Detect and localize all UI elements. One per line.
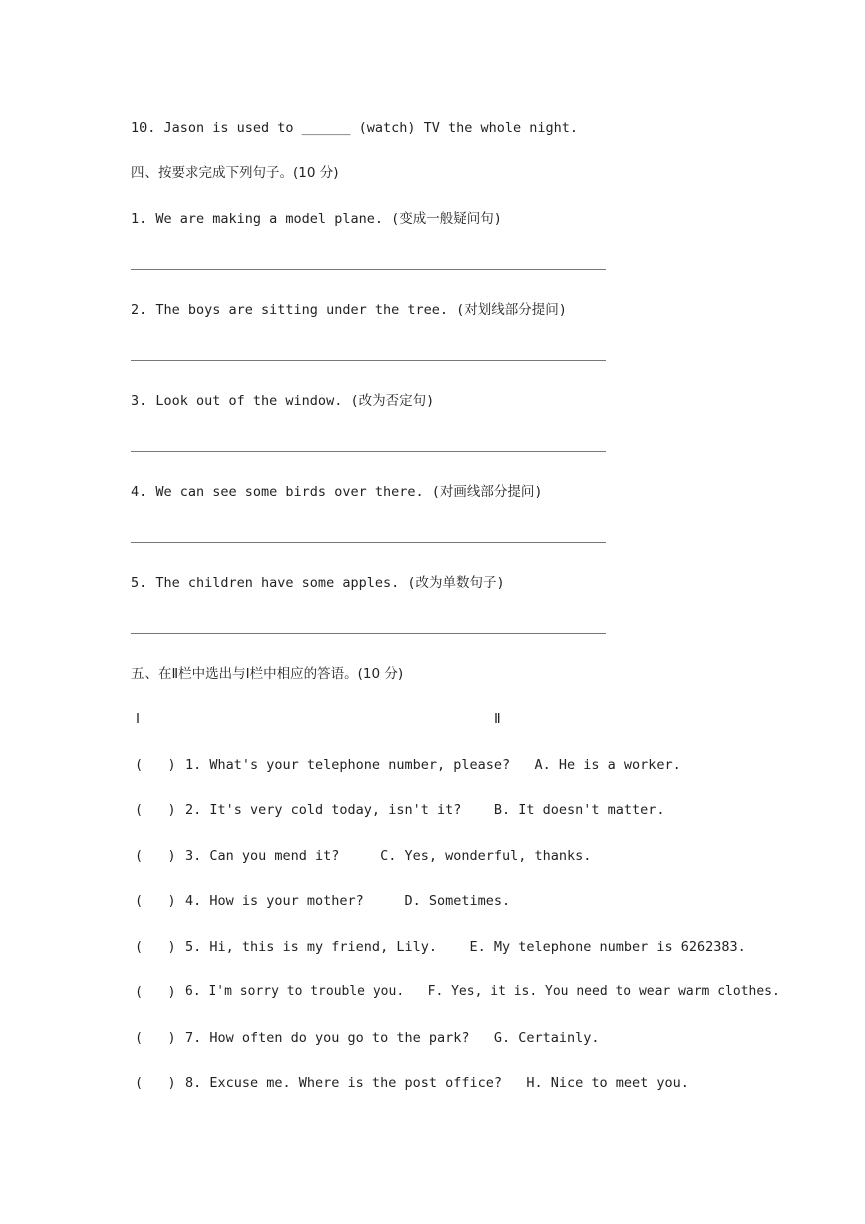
matching-row-1: 1. What's your telephone number, please? A. He is a worker. [185,757,681,773]
section-4-item-4: 4. We can see some birds over there. (对画线部分提问) [131,484,543,500]
answer-line-5[interactable] [131,633,606,634]
answer-line-2[interactable] [131,360,606,361]
answer-line-4[interactable] [131,542,606,543]
section-4-heading: 四、按要求完成下列句子。(10 分) [131,165,339,181]
column-2-label: Ⅱ [494,711,501,727]
answer-blank-2[interactable]: ( ) [135,802,176,818]
section-4-item-5: 5. The children have some apples. (改为单数句子) [131,575,505,591]
section-4-item-2: 2. The boys are sitting under the tree. (对划线部分提问) [131,302,567,318]
answer-blank-4[interactable]: ( ) [135,893,176,909]
matching-row-8: 8. Excuse me. Where is the post office? H. Nice to meet you. [185,1075,689,1091]
answer-line-1[interactable] [131,269,606,270]
answer-blank-7[interactable]: ( ) [135,1030,176,1046]
matching-row-7: 7. How often do you go to the park? G. Certainly. [185,1030,600,1046]
matching-row-2: 2. It's very cold today, isn't it? B. It doesn't matter. [185,802,665,818]
answer-blank-3[interactable]: ( ) [135,848,176,864]
section-5-heading: 五、在Ⅱ栏中选出与Ⅰ栏中相应的答语。(10 分) [131,666,404,682]
matching-row-3: 3. Can you mend it? C. Yes, wonderful, thanks. [185,848,592,864]
matching-row-4: 4. How is your mother? D. Sometimes. [185,893,511,909]
answer-line-3[interactable] [131,451,606,452]
section-4-item-3: 3. Look out of the window. (改为否定句) [131,393,435,409]
answer-blank-5[interactable]: ( ) [135,939,176,955]
matching-row-6: 6. I'm sorry to trouble you. F. Yes, it is. You need to wear warm clothes. [185,984,780,999]
answer-blank-1[interactable]: ( ) [135,757,176,773]
question-10: 10. Jason is used to ______ (watch) TV the whole night. [131,120,579,136]
column-1-label: Ⅰ [136,711,140,727]
answer-blank-6[interactable]: ( ) [135,984,176,1000]
matching-row-5: 5. Hi, this is my friend, Lily. E. My telephone number is 6262383. [185,939,746,955]
section-4-item-1: 1. We are making a model plane. (变成一般疑问句) [131,211,502,227]
answer-blank-8[interactable]: ( ) [135,1075,176,1091]
